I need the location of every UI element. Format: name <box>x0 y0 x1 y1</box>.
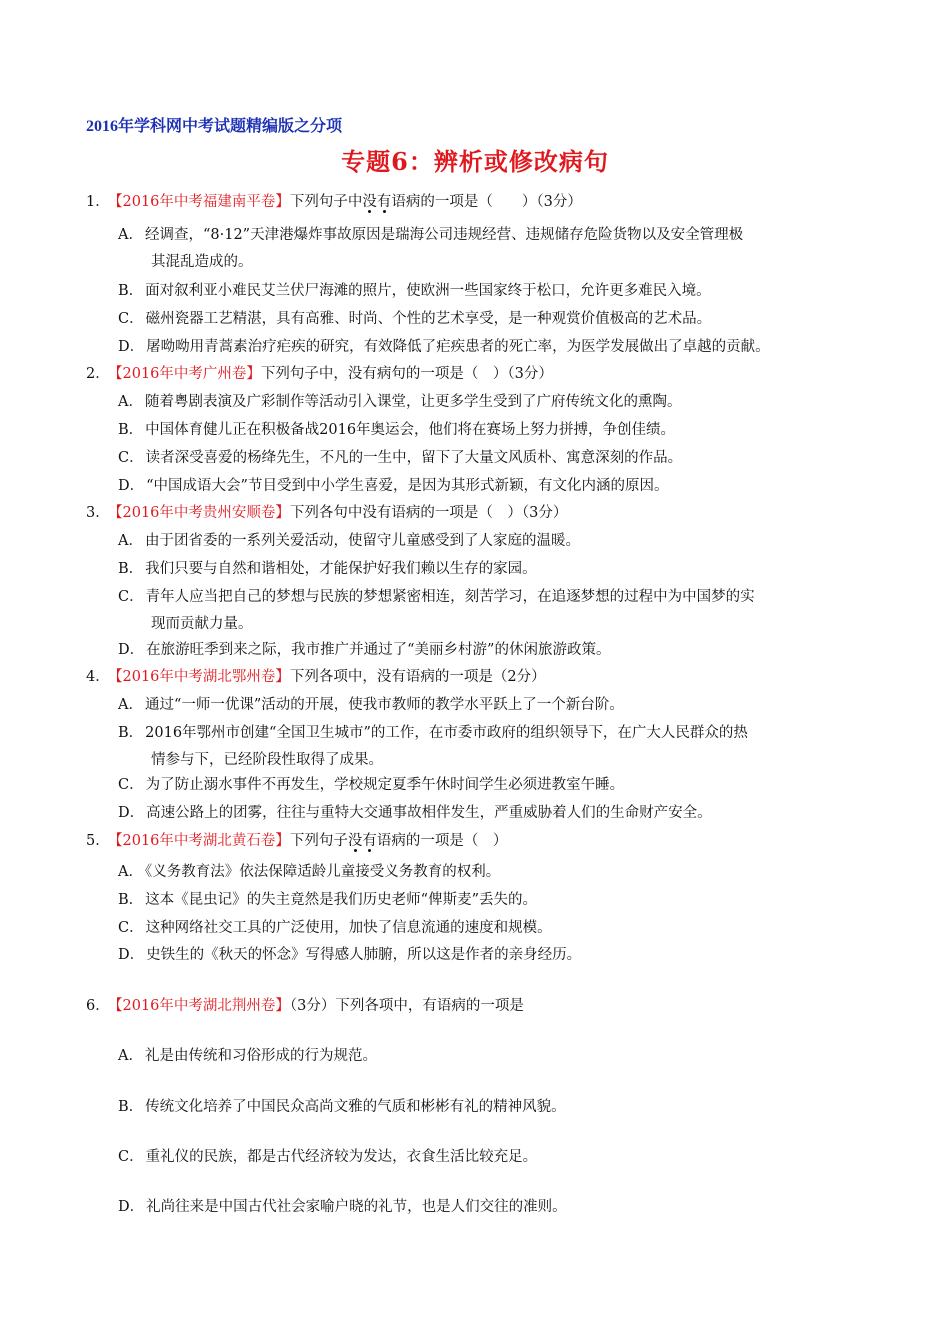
option-b: B． 传统文化培养了中国民众高尚文雅的气质和彬彬有礼的精神风貌。 <box>118 1099 566 1115</box>
question-6-stem: 6．【2016年中考湖北荆州卷】（3分）下列各项中，有语病的一项是 <box>86 998 524 1014</box>
option-a: A． 通过“一师一优课”活动的开展，使我市教师的教学水平跃上了一个新台阶。 <box>118 697 624 713</box>
option-continuation: 现而贡献力量。 <box>151 616 253 632</box>
option-d: D． 在旅游旺季到来之际，我市推广并通过了“美丽乡村游”的休闲旅游政策。 <box>118 642 611 658</box>
option-c: C． 重礼仪的民族，都是古代经济较为发达，衣食生活比较充足。 <box>118 1149 538 1165</box>
emphasis-char: 有 <box>376 194 392 210</box>
emphasis-char: 有 <box>362 833 377 849</box>
page-title: 专题6：辨析或修改病句 <box>341 147 609 176</box>
question-source: 【2016年中考湖北荆州卷】 <box>108 998 290 1014</box>
option-d: D． 高速公路上的团雾，往往与重特大交通事故相伴发生，严重威胁着人们的生命财产安全。 <box>118 805 712 821</box>
question-source: 【2016年中考湖北黄石卷】 <box>108 833 290 849</box>
option-a: A． 经调查，“8·12”天津港爆炸事故原因是瑞海公司违规经营、违规储存危险货物以及安全管理极 <box>118 227 744 243</box>
option-d: D． 屠呦呦用青蒿素治疗疟疾的研究，有效降低了疟疾患者的死亡率，为医学发展做出了卓越的贡献。 <box>118 339 770 355</box>
option-c: C． 这种网络社交工具的广泛使用，加快了信息流通的速度和规模。 <box>118 920 552 936</box>
option-b: B． 我们只要与自然和谐相处，才能保护好我们赖以生存的家园。 <box>118 561 537 577</box>
question-1-stem: 1．【2016年中考福建南平卷】下列句子中没有语病的一项是（ ）（3分） <box>86 194 582 210</box>
question-source: 【2016年中考贵州安顺卷】 <box>108 505 290 521</box>
option-d: D． 礼尚往来是中国古代社会家喻户晓的礼节，也是人们交往的准则。 <box>118 1199 567 1215</box>
question-source: 【2016年中考广州卷】 <box>108 366 261 382</box>
question-number: 6． <box>86 998 110 1014</box>
question-source: 【2016年中考福建南平卷】 <box>108 194 290 210</box>
option-c: C． 青年人应当把自己的梦想与民族的梦想紧密相连，刻苦学习，在追逐梦想的过程中为中国梦的实 <box>118 589 755 605</box>
option-b: B． 这本《昆虫记》的失主竟然是我们历史老师“俾斯麦”丢失的。 <box>118 892 537 908</box>
option-a: A． 礼是由传统和习俗形成的行为规范。 <box>118 1048 377 1064</box>
series-subtitle: 2016年学科网中考试题精编版之分项 <box>86 118 343 135</box>
option-c: C． 磁州瓷器工艺精湛，具有高雅、时尚、个性的艺术享受，是一种观赏价值极高的艺术品。 <box>118 311 712 327</box>
option-a: A． 随着粤剧表演及广彩制作等活动引入课堂，让更多学生受到了广府传统文化的熏陶。 <box>118 394 682 410</box>
question-3-stem: 3．【2016年中考贵州安顺卷】下列各句中没有语病的一项是（ ）（3分） <box>86 505 568 521</box>
question-5-stem: 5．【2016年中考湖北黄石卷】下列句子没有语病的一项是（ ） <box>86 833 508 849</box>
question-4-stem: 4．【2016年中考湖北鄂州卷】下列各项中，没有语病的一项是（2分） <box>86 669 546 685</box>
option-c: C． 读者深受喜爱的杨绛先生，不凡的一生中，留下了大量文风质朴、寓意深刻的作品。 <box>118 450 683 466</box>
emphasis-char: 没 <box>347 833 363 849</box>
option-c: C． 为了防止溺水事件不再发生，学校规定夏季午休时间学生必须进教室午睡。 <box>118 777 625 793</box>
option-a: A． 《义务教育法》依法保障适龄儿童接受义务教育的权利。 <box>118 864 501 880</box>
option-b: B． 面对叙利亚小难民艾兰伏尸海滩的照片，使欧洲一些国家终于松口，允许更多难民入境。 <box>118 283 711 299</box>
question-number: 4． <box>86 669 110 685</box>
question-2-stem: 2．【2016年中考广州卷】下列句子中，没有病句的一项是（ ）（3分） <box>86 366 553 382</box>
question-number: 1． <box>86 194 110 210</box>
question-number: 3． <box>86 505 110 521</box>
option-a: A． 由于团省委的一系列关爱活动，使留守儿童感受到了人家庭的温暖。 <box>118 533 580 549</box>
option-continuation: 其混乱造成的。 <box>151 254 253 270</box>
option-d: D． 史铁生的《秋天的怀念》写得感人肺腑，所以这是作者的亲身经历。 <box>118 947 582 963</box>
question-source: 【2016年中考湖北鄂州卷】 <box>108 669 290 685</box>
option-continuation: 情参与下，已经阶段性取得了成果。 <box>151 752 383 768</box>
question-number: 5． <box>86 833 110 849</box>
question-number: 2． <box>86 366 110 382</box>
option-d: D． “中国成语大会”节目受到中小学生喜爱，是因为其形式新颖，有文化内涵的原因。 <box>118 478 669 494</box>
option-b: B． 2016年鄂州市创建“全国卫生城市”的工作，在市委市政府的组织领导下，在广大人民群众的热 <box>118 725 748 741</box>
option-b: B． 中国体育健儿正在积极备战2016年奥运会，他们将在赛场上努力拼搏，争创佳绩。 <box>118 422 676 438</box>
emphasis-char: 没 <box>362 194 377 210</box>
